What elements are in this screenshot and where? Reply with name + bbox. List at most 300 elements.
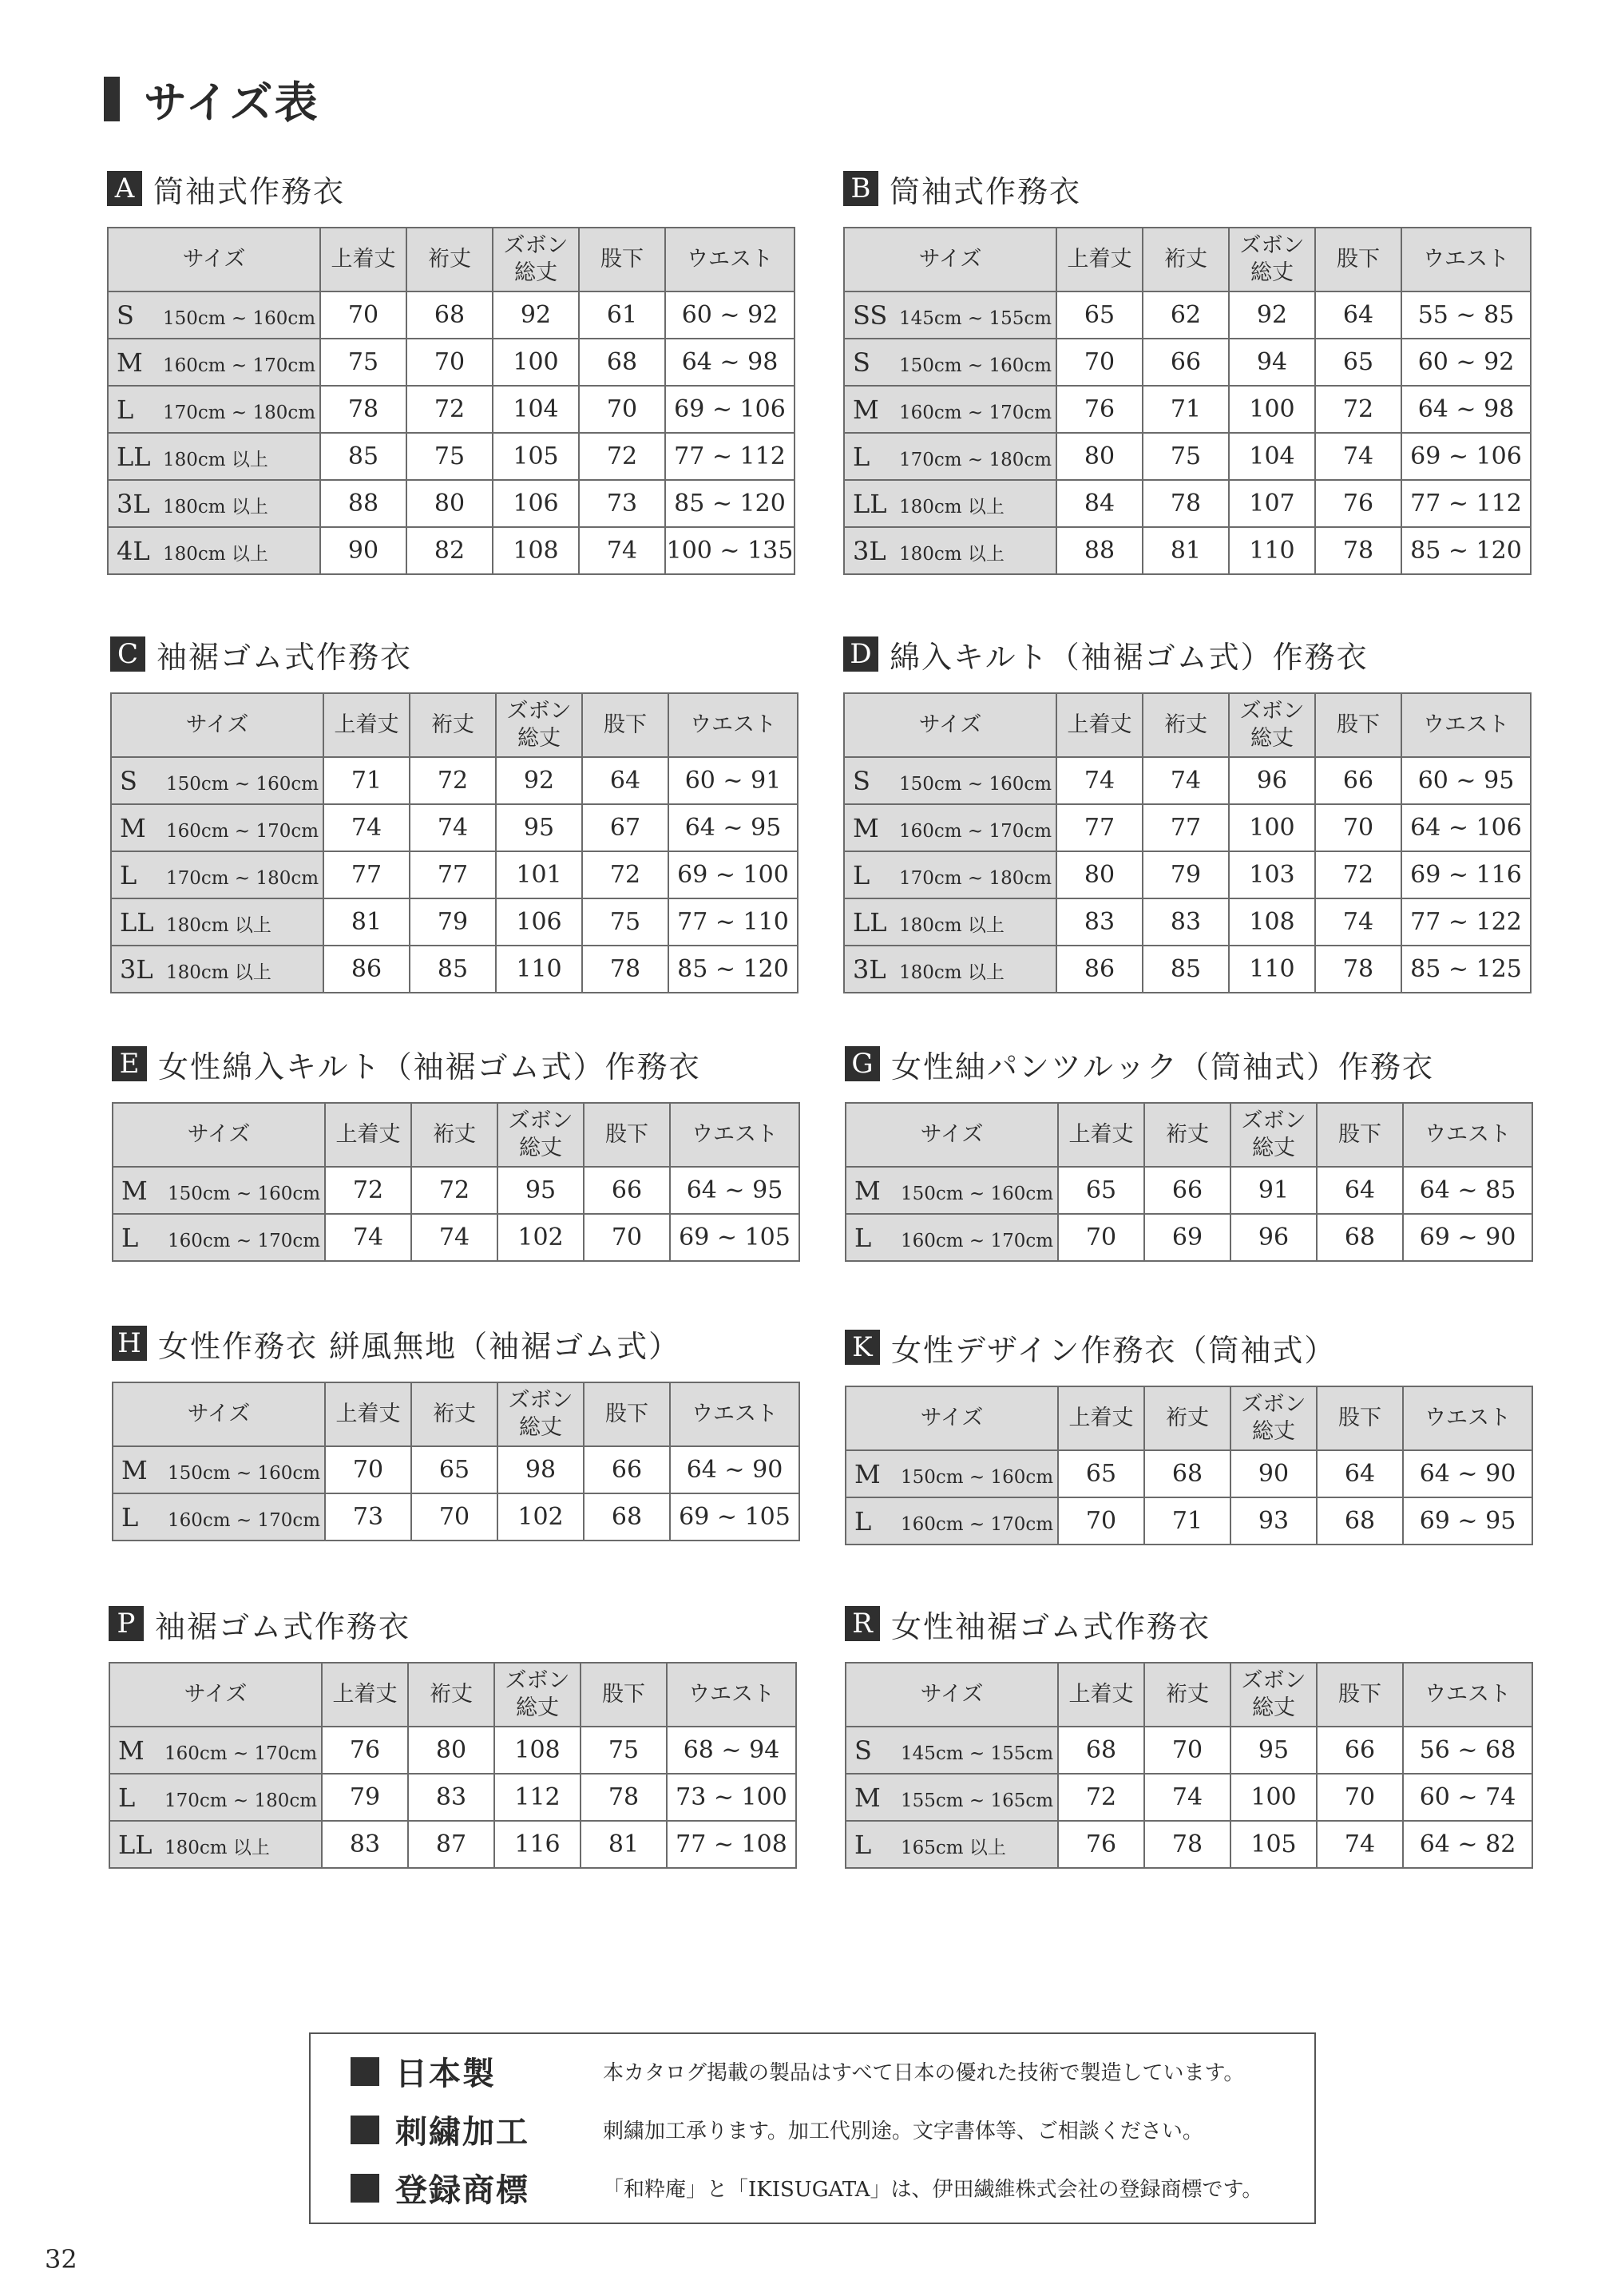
value-cell: 79 [322, 1774, 408, 1821]
section-c [110, 632, 797, 993]
value-cell: 74 [323, 804, 410, 851]
section-letter: B [843, 171, 878, 206]
value-cell: 64 [1315, 291, 1401, 339]
note-label: 日本製 [395, 2055, 496, 2092]
section-g [845, 1041, 1532, 1262]
note-embroidery [351, 2100, 1314, 2159]
value-cell: 79 [1143, 851, 1229, 898]
header-waist: ウエスト [667, 1663, 796, 1727]
value-cell: 79 [410, 898, 496, 946]
value-cell: 88 [320, 480, 406, 527]
value-cell: 61 [579, 291, 665, 339]
value-cell: 69 ~ 100 [668, 851, 798, 898]
size-cell [111, 898, 323, 946]
height-range: 160cm ~ 170cm [901, 1230, 1054, 1251]
value-cell: 69 ~ 95 [1403, 1497, 1532, 1545]
size-code: M [120, 812, 146, 843]
value-cell: 110 [1229, 946, 1315, 993]
header-pants-line2: 総丈 [514, 260, 557, 285]
value-cell: 100 [1230, 1774, 1317, 1821]
value-cell: 60 ~ 91 [668, 757, 798, 804]
size-cell [109, 1774, 322, 1821]
value-cell: 96 [1230, 1214, 1317, 1261]
value-cell: 86 [323, 946, 410, 993]
table-header-row [844, 228, 1531, 291]
header-jacket-length: 上着丈 [1058, 1386, 1144, 1450]
value-cell: 65 [1315, 339, 1401, 386]
size-cell [844, 527, 1056, 574]
size-cell [844, 804, 1056, 851]
value-cell: 76 [322, 1727, 408, 1774]
table-row [846, 1497, 1532, 1545]
size-cell [844, 291, 1056, 339]
size-cell [844, 898, 1056, 946]
value-cell: 68 [1058, 1727, 1144, 1774]
header-pants-length [493, 228, 579, 291]
value-cell: 95 [497, 1167, 584, 1214]
value-cell: 107 [1229, 480, 1315, 527]
value-cell: 75 [1143, 433, 1229, 480]
value-cell: 65 [1058, 1450, 1144, 1497]
height-range: 180cm 以上 [899, 496, 1005, 517]
section-heading [112, 1041, 798, 1086]
value-cell: 68 [1317, 1497, 1403, 1545]
size-code: S [120, 765, 137, 796]
value-cell: 92 [493, 291, 579, 339]
value-cell: 77 [410, 851, 496, 898]
value-cell: 72 [410, 757, 496, 804]
section-letter: G [845, 1046, 880, 1081]
value-cell: 68 ~ 94 [667, 1727, 796, 1774]
value-cell: 60 ~ 95 [1401, 757, 1531, 804]
header-jacket-length: 上着丈 [325, 1382, 411, 1446]
value-cell: 96 [1229, 757, 1315, 804]
value-cell: 70 [579, 386, 665, 433]
header-size: サイズ [113, 1382, 325, 1446]
header-pants-line1: ズボン [1241, 1668, 1306, 1694]
header-pants-line1: ズボン [1239, 233, 1305, 259]
value-cell: 64 ~ 95 [668, 804, 798, 851]
header-jacket-length: 上着丈 [1058, 1663, 1144, 1727]
table-header-row [113, 1103, 799, 1167]
table-row [844, 804, 1531, 851]
page-number: 32 [45, 2244, 77, 2274]
header-pants-length [1230, 1103, 1317, 1167]
header-pants-length [497, 1382, 584, 1446]
size-cell [113, 1493, 325, 1541]
table-row [844, 386, 1531, 433]
table-row [846, 1214, 1532, 1261]
size-code: M [121, 1454, 148, 1485]
value-cell: 64 [582, 757, 668, 804]
size-code: M [853, 394, 879, 425]
size-cell [846, 1821, 1058, 1868]
header-waist: ウエスト [668, 693, 798, 757]
value-cell: 92 [496, 757, 582, 804]
value-cell: 69 ~ 90 [1403, 1214, 1532, 1261]
value-cell: 78 [582, 946, 668, 993]
header-size: サイズ [108, 228, 320, 291]
size-table [112, 1382, 800, 1541]
header-jacket-length: 上着丈 [1058, 1103, 1144, 1167]
table-row [846, 1774, 1532, 1821]
header-waist: ウエスト [670, 1382, 799, 1446]
value-cell: 100 [493, 339, 579, 386]
header-pants-line2: 総丈 [1252, 1695, 1295, 1720]
height-range: 170cm ~ 180cm [163, 402, 316, 423]
value-cell: 69 ~ 105 [670, 1214, 799, 1261]
size-cell [113, 1167, 325, 1214]
value-cell: 56 ~ 68 [1403, 1727, 1532, 1774]
section-heading [109, 1601, 795, 1646]
value-cell: 74 [325, 1214, 411, 1261]
header-pants-length [1229, 693, 1315, 757]
size-code: M [853, 812, 879, 843]
value-cell: 74 [1317, 1821, 1403, 1868]
value-cell: 66 [584, 1446, 670, 1493]
size-code: L [853, 441, 870, 472]
size-code: L [121, 1501, 139, 1533]
value-cell: 64 ~ 106 [1401, 804, 1531, 851]
size-code: 3L [117, 488, 150, 519]
value-cell: 64 ~ 90 [670, 1446, 799, 1493]
note-square-icon [351, 2116, 379, 2144]
section-title: 筒袖式作務衣 [890, 173, 1082, 209]
header-sleeve-length: 裄丈 [1143, 693, 1229, 757]
value-cell: 64 ~ 85 [1403, 1167, 1532, 1214]
table-header-row [108, 228, 795, 291]
height-range: 150cm ~ 160cm [163, 307, 316, 329]
value-cell: 108 [1229, 898, 1315, 946]
height-range: 160cm ~ 170cm [168, 1509, 321, 1531]
header-jacket-length: 上着丈 [1056, 693, 1143, 757]
value-cell: 72 [1315, 386, 1401, 433]
value-cell: 64 ~ 95 [670, 1167, 799, 1214]
value-cell: 105 [1230, 1821, 1317, 1868]
value-cell: 60 ~ 74 [1403, 1774, 1532, 1821]
size-code: 4L [117, 535, 150, 566]
section-title: 女性紬パンツルック（筒袖式）作務衣 [891, 1049, 1435, 1085]
header-pants-line2: 総丈 [1250, 260, 1294, 285]
size-code: LL [853, 488, 887, 519]
size-table [112, 1102, 800, 1262]
table-header-row [844, 693, 1531, 757]
table-row [844, 851, 1531, 898]
header-pants-line1: ズボン [1239, 699, 1305, 724]
size-cell [108, 433, 320, 480]
size-cell [108, 339, 320, 386]
value-cell: 67 [582, 804, 668, 851]
value-cell: 55 ~ 85 [1401, 291, 1531, 339]
section-heading [845, 1601, 1532, 1646]
header-pants-length [1230, 1663, 1317, 1727]
height-range: 150cm ~ 160cm [901, 1183, 1054, 1204]
header-size: サイズ [844, 228, 1056, 291]
size-code: 3L [853, 954, 886, 985]
header-sleeve-length: 裄丈 [411, 1103, 497, 1167]
value-cell: 101 [496, 851, 582, 898]
size-cell [844, 480, 1056, 527]
value-cell: 93 [1230, 1497, 1317, 1545]
size-cell [111, 804, 323, 851]
note-square-icon [351, 2057, 379, 2086]
size-cell [113, 1214, 325, 1261]
value-cell: 69 ~ 116 [1401, 851, 1531, 898]
value-cell: 76 [1058, 1821, 1144, 1868]
size-cell [846, 1497, 1058, 1545]
section-title: 女性袖裾ゴム式作務衣 [891, 1608, 1211, 1644]
value-cell: 85 [320, 433, 406, 480]
header-pants-length [494, 1663, 581, 1727]
table-row [113, 1167, 799, 1214]
height-range: 150cm ~ 160cm [168, 1462, 321, 1484]
value-cell: 66 [1315, 757, 1401, 804]
value-cell: 76 [1315, 480, 1401, 527]
size-table [845, 1662, 1533, 1869]
table-header-row [846, 1663, 1532, 1727]
value-cell: 66 [1143, 339, 1229, 386]
table-header-row [113, 1382, 799, 1446]
size-cell [844, 339, 1056, 386]
header-waist: ウエスト [1403, 1103, 1532, 1167]
value-cell: 77 [1056, 804, 1143, 851]
header-pants-length [497, 1103, 584, 1167]
height-range: 170cm ~ 180cm [164, 1790, 318, 1811]
table-header-row [846, 1103, 1532, 1167]
value-cell: 84 [1056, 480, 1143, 527]
table-row [111, 804, 798, 851]
value-cell: 81 [1143, 527, 1229, 574]
size-code: SS [853, 299, 888, 331]
size-code: LL [853, 906, 887, 938]
title-bar-mark [104, 77, 120, 121]
value-cell: 70 [1056, 339, 1143, 386]
header-waist: ウエスト [670, 1103, 799, 1167]
height-range: 170cm ~ 180cm [899, 449, 1052, 470]
value-cell: 78 [581, 1774, 667, 1821]
table-row [111, 946, 798, 993]
header-pants-line2: 総丈 [519, 1136, 562, 1160]
value-cell: 110 [1229, 527, 1315, 574]
size-code: L [118, 1782, 136, 1813]
header-size: サイズ [844, 693, 1056, 757]
table-row [109, 1821, 796, 1868]
value-cell: 80 [1056, 851, 1143, 898]
table-row [844, 527, 1531, 574]
section-letter: A [107, 171, 142, 206]
size-cell [846, 1167, 1058, 1214]
header-sleeve-length: 裄丈 [410, 693, 496, 757]
section-title: 女性デザイン作務衣（筒袖式） [891, 1332, 1337, 1368]
header-size: サイズ [111, 693, 323, 757]
header-size: サイズ [846, 1663, 1058, 1727]
height-range: 150cm ~ 160cm [899, 773, 1052, 795]
value-cell: 64 [1317, 1167, 1403, 1214]
section-letter: H [112, 1326, 147, 1361]
value-cell: 77 ~ 122 [1401, 898, 1531, 946]
header-waist: ウエスト [665, 228, 795, 291]
header-jacket-length: 上着丈 [322, 1663, 408, 1727]
note-label: 登録商標 [395, 2171, 529, 2209]
value-cell: 77 ~ 108 [667, 1821, 796, 1868]
value-cell: 103 [1229, 851, 1315, 898]
value-cell: 70 [411, 1493, 497, 1541]
header-jacket-length: 上着丈 [323, 693, 410, 757]
height-range: 180cm 以上 [163, 496, 268, 517]
size-code: L [121, 1222, 139, 1253]
table-row [846, 1167, 1532, 1214]
size-cell [844, 757, 1056, 804]
value-cell: 68 [1144, 1450, 1230, 1497]
section-d [843, 632, 1530, 993]
value-cell: 80 [1056, 433, 1143, 480]
value-cell: 68 [584, 1493, 670, 1541]
size-code: M [118, 1735, 145, 1766]
header-pants-line1: ズボン [508, 1108, 573, 1134]
value-cell: 104 [1229, 433, 1315, 480]
value-cell: 68 [1317, 1214, 1403, 1261]
height-range: 150cm ~ 160cm [901, 1466, 1054, 1488]
size-cell [846, 1774, 1058, 1821]
value-cell: 86 [1056, 946, 1143, 993]
value-cell: 70 [584, 1214, 670, 1261]
size-cell [109, 1821, 322, 1868]
notes-box [309, 2032, 1316, 2224]
header-inseam: 股下 [1315, 228, 1401, 291]
header-inseam: 股下 [584, 1103, 670, 1167]
value-cell: 75 [582, 898, 668, 946]
value-cell: 87 [408, 1821, 494, 1868]
section-letter: E [112, 1046, 147, 1081]
value-cell: 108 [494, 1727, 581, 1774]
value-cell: 69 ~ 105 [670, 1493, 799, 1541]
value-cell: 66 [1144, 1167, 1230, 1214]
value-cell: 78 [1315, 946, 1401, 993]
value-cell: 73 [579, 480, 665, 527]
size-cell [113, 1446, 325, 1493]
header-sleeve-length: 裄丈 [408, 1663, 494, 1727]
value-cell: 77 [323, 851, 410, 898]
table-row [844, 433, 1531, 480]
value-cell: 78 [320, 386, 406, 433]
header-inseam: 股下 [1317, 1103, 1403, 1167]
section-title: 綿入キルト（袖裾ゴム式）作務衣 [890, 639, 1369, 675]
section-title: 袖裾ゴム式作務衣 [155, 1608, 411, 1644]
table-row [108, 386, 795, 433]
section-title: 女性綿入キルト（袖裾ゴム式）作務衣 [158, 1049, 701, 1085]
table-header-row [846, 1386, 1532, 1450]
header-pants-line1: ズボン [505, 1668, 570, 1694]
value-cell: 78 [1143, 480, 1229, 527]
height-range: 155cm ~ 165cm [901, 1790, 1054, 1811]
note-label: 刺繍加工 [395, 2113, 529, 2151]
value-cell: 71 [1143, 386, 1229, 433]
height-range: 170cm ~ 180cm [166, 867, 319, 889]
value-cell: 64 ~ 82 [1403, 1821, 1532, 1868]
size-cell [844, 946, 1056, 993]
section-letter: C [110, 636, 145, 672]
header-sleeve-length: 裄丈 [406, 228, 493, 291]
table-row [111, 898, 798, 946]
value-cell: 75 [320, 339, 406, 386]
header-inseam: 股下 [584, 1382, 670, 1446]
size-code: S [853, 765, 870, 796]
header-pants-line1: ズボン [1241, 1108, 1306, 1134]
size-cell [846, 1214, 1058, 1261]
value-cell: 68 [579, 339, 665, 386]
value-cell: 64 ~ 98 [1401, 386, 1531, 433]
value-cell: 70 [1144, 1727, 1230, 1774]
value-cell: 72 [411, 1167, 497, 1214]
value-cell: 70 [1058, 1497, 1144, 1545]
value-cell: 70 [325, 1446, 411, 1493]
value-cell: 88 [1056, 527, 1143, 574]
value-cell: 72 [325, 1167, 411, 1214]
header-pants-line2: 総丈 [519, 1415, 562, 1440]
value-cell: 71 [323, 757, 410, 804]
height-range: 180cm 以上 [164, 1837, 270, 1858]
value-cell: 65 [411, 1446, 497, 1493]
size-cell [111, 946, 323, 993]
table-row [113, 1446, 799, 1493]
value-cell: 81 [323, 898, 410, 946]
value-cell: 64 ~ 98 [665, 339, 795, 386]
section-letter: K [845, 1330, 880, 1365]
value-cell: 72 [579, 433, 665, 480]
value-cell: 78 [1144, 1821, 1230, 1868]
header-pants-line1: ズボン [1241, 1392, 1306, 1418]
value-cell: 81 [581, 1821, 667, 1868]
size-cell [108, 527, 320, 574]
header-sleeve-length: 裄丈 [1144, 1663, 1230, 1727]
value-cell: 90 [1230, 1450, 1317, 1497]
height-range: 170cm ~ 180cm [899, 867, 1052, 889]
value-cell: 94 [1229, 339, 1315, 386]
value-cell: 60 ~ 92 [665, 291, 795, 339]
height-range: 180cm 以上 [163, 543, 268, 565]
table-row [844, 291, 1531, 339]
height-range: 160cm ~ 170cm [166, 820, 319, 842]
value-cell: 83 [1143, 898, 1229, 946]
table-row [846, 1821, 1532, 1868]
header-pants-line2: 総丈 [517, 726, 561, 751]
table-row [108, 291, 795, 339]
value-cell: 69 [1144, 1214, 1230, 1261]
header-pants-length [496, 693, 582, 757]
value-cell: 72 [406, 386, 493, 433]
value-cell: 112 [494, 1774, 581, 1821]
value-cell: 77 ~ 112 [665, 433, 795, 480]
size-code: LL [120, 906, 154, 938]
section-heading [845, 1041, 1532, 1086]
header-sleeve-length: 裄丈 [1144, 1103, 1230, 1167]
height-range: 180cm 以上 [899, 543, 1005, 565]
section-a [107, 166, 794, 575]
section-letter: P [109, 1606, 144, 1641]
value-cell: 62 [1143, 291, 1229, 339]
height-range: 160cm ~ 170cm [163, 355, 316, 376]
value-cell: 102 [497, 1493, 584, 1541]
size-cell [108, 480, 320, 527]
height-range: 160cm ~ 170cm [901, 1513, 1054, 1535]
value-cell: 70 [1315, 804, 1401, 851]
value-cell: 74 [411, 1214, 497, 1261]
value-cell: 85 ~ 125 [1401, 946, 1531, 993]
size-code: S [854, 1735, 872, 1766]
header-inseam: 股下 [582, 693, 668, 757]
value-cell: 83 [1056, 898, 1143, 946]
height-range: 165cm 以上 [901, 1837, 1006, 1858]
